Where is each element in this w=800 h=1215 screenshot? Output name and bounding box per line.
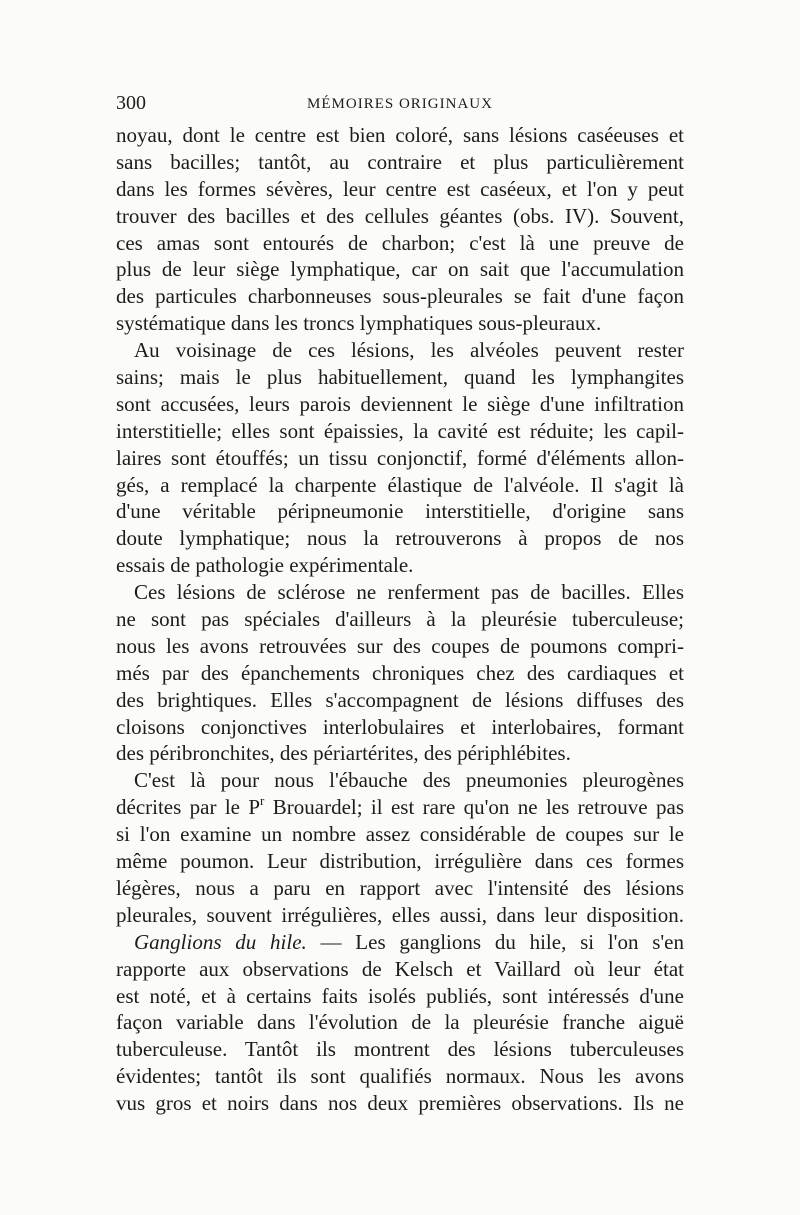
page-header xyxy=(116,92,684,122)
text-line: systématique dans les troncs lymphatiques sous-pleuraux. xyxy=(116,311,602,336)
text-line: des péribronchites, des périartérites, des périphlébites. xyxy=(116,741,571,766)
text-line: pleurales, souvent irrégulières, elles aussi, dans leur disposition. xyxy=(116,902,684,927)
text-line: façon variable dans l'évolution de la pleurésie franche aiguë xyxy=(116,1010,684,1035)
line-part: Brouardel; il est rare qu'on ne les retrouve pas xyxy=(264,795,684,820)
text-line: laires sont étouffés; un tissu conjonctif, formé d'éléments allon- xyxy=(116,445,684,470)
paragraph-first-line: Ces lésions de sclérose ne renferment pas de bacilles. Elles xyxy=(134,580,684,605)
page-number: 300 xyxy=(116,92,146,114)
text-line: évidentes; tantôt ils sont qualifiés normaux. Nous les avons xyxy=(116,1064,684,1089)
paragraph-first-line: C'est là pour nous l'ébauche des pneumonies pleurogènes xyxy=(134,768,684,793)
text-line: rapporte aux observations de Kelsch et Vaillard où leur état xyxy=(116,956,684,981)
superscript: r xyxy=(260,793,265,809)
text-line: nous les avons retrouvées sur des coupes de poumons compri- xyxy=(116,633,684,658)
line-part: décrites par le P xyxy=(116,795,261,820)
book-page xyxy=(116,92,684,1117)
text-line: même poumon. Leur distribution, irrégulière dans ces formes xyxy=(116,849,684,874)
body-text xyxy=(116,122,684,1117)
text-line: cloisons conjonctives interlobulaires et interlobaires, formant xyxy=(116,714,684,739)
text-line: sans bacilles; tantôt, au contraire et plus particulièrement xyxy=(116,149,684,174)
text-line: gés, a remplacé la charpente élastique de l'alvéole. Il s'agit là xyxy=(116,472,684,497)
text-line: des brightiques. Elles s'accompagnent de lésions diffuses des xyxy=(116,687,684,712)
paragraph-first-line: Au voisinage de ces lésions, les alvéoles peuvent rester xyxy=(134,338,684,363)
text-line: si l'on examine un nombre assez considérable de coupes sur le xyxy=(116,822,684,847)
text-line: est noté, et à certains faits isolés publiés, sont intéressés d'une xyxy=(116,983,684,1008)
text-line: doute lymphatique; nous la retrouverons à propos de nos xyxy=(116,526,684,551)
text-line: trouver des bacilles et des cellules géantes (obs. IV). Souvent, xyxy=(116,203,684,228)
text-line: dans les formes sévères, leur centre est caséeux, et l'on y peut xyxy=(116,176,684,201)
text-line: d'une véritable péripneumonie interstitielle, d'origine sans xyxy=(116,499,684,524)
section-first-line xyxy=(116,929,684,956)
text-line: interstitielle; elles sont épaissies, la cavité est réduite; les capil- xyxy=(116,418,684,443)
text-line: légères, nous a paru en rapport avec l'intensité des lésions xyxy=(116,875,684,900)
text-line: des particules charbonneuses sous-pleurales se fait d'une façon xyxy=(116,284,684,309)
text-line: sains; mais le plus habituellement, quand les lymphangites xyxy=(116,365,684,390)
text-line: essais de pathologie expérimentale. xyxy=(116,553,414,578)
text-line: ces amas sont entourés de charbon; c'est là une preuve de xyxy=(116,230,684,255)
text-line: noyau, dont le centre est bien coloré, sans lésions caséeuses et xyxy=(116,123,684,147)
text-line: ne sont pas spéciales d'ailleurs à la pleurésie tuberculeuse; xyxy=(116,607,684,632)
running-title: MÉMOIRES ORIGINAUX xyxy=(307,96,493,112)
text-line: tuberculeuse. Tantôt ils montrent des lésions tuberculeuses xyxy=(116,1037,684,1062)
text-line: vus gros et noirs dans nos deux premières observations. Ils ne xyxy=(116,1091,684,1116)
text-line: més par des épanchements chroniques chez des cardiaques et xyxy=(116,660,684,685)
text-line: plus de leur siège lymphatique, car on sait que l'accumulation xyxy=(116,257,684,282)
section-title: Ganglions du hile. xyxy=(134,929,307,954)
line-part: — Les ganglions du hile, si l'on s'en xyxy=(306,929,685,954)
text-line xyxy=(116,794,684,821)
text-line: sont accusées, leurs parois deviennent le siège d'une infiltration xyxy=(116,391,684,416)
